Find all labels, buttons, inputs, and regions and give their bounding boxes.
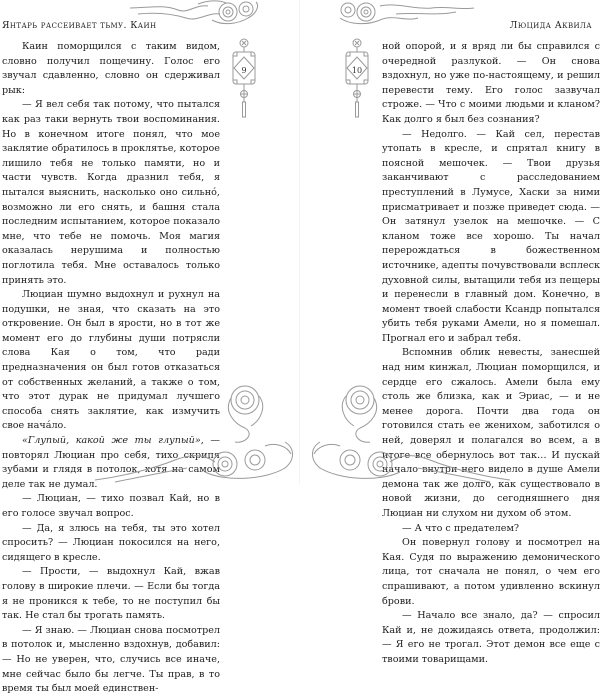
cloud-ornament-bottom-left-icon [95,372,300,484]
paragraph: — Люциан, — тихо позвал Кай, но в его голосе звучал вопрос. [2,493,220,519]
paragraph: — Да, я злюсь на тебя, ты это хотел спросить? — Люциан покосился на него, сидящего в кресле. [2,522,220,563]
running-head: Люцида Аквила [509,20,592,31]
page-number: 10 [351,66,363,75]
body-text [2,40,220,697]
paragraph: — Я знаю. — Люциан снова посмотрел в потолок и, мысленно вздохнув, добавил: — Но не уверен, что, случись все иначе, мне сейчас было бы легче. Ты прав, в то время ты был моей единствен- [2,624,220,695]
paragraph: Люциан шумно выдохнул и рухнул на подушки, не зная, что сказать на это откровение. Он был в ярости, но в тот же момент его до глубины души потрясли слова Кая о том, что ради предназначения он был готов отказаться от собственных желаний, а также о том, что этот дурак не придумал лучшего способа снять заклятие, как измучить свое нача́ло. [2,289,220,432]
page-number: 9 [241,66,247,75]
paragraph-text: , — повторял Люциан про себя, тихо скрипя зубами и глядя в потолок, хотя на самом деле так не думал. [2,435,220,490]
paragraph: Он повернул голову и посмотрел на Кая. Судя по выражению демонического лица, тот сначала не понял, о чем его спрашивают, а потом удивленно вскинул брови. [382,537,600,607]
paragraph: — Я вел себя так потому, что пытался как раз таки вернуть твои воспоминания. Но в конечном итоге понял, что мое заклятие обратилось в проклятье, которое лишило тебя не только памяти, но и части чувств. Когда дразнил тебя, я пытался выяснить, насколько оно сильно́, возможно ли его снять, и башня стала последним испытанием, которое показало мне, что тебе не помочь. Моя магия оказалась нерушима и полностью поглотила тебя. Мне оставалось только принять это. [2,99,220,286]
paragraph: — Прости, — выдохнул Кай, вжав голову в широкие плечи. — Если бы тогда я не проникся к тебе, то не поступил бы так. Не стал бы трогать память. [2,566,220,622]
page-number-ornament [229,38,259,120]
right-page [300,0,600,665]
paragraph: ной опорой, и я вряд ли бы справился с очередной разлукой. — Он снова вздохнул, но уже по-настоящему, и решил перевести тему. Его голос зазвучал строже. — Что с моими людьми и кланом? Как долго я был без сознания? [382,41,600,125]
paragraph: Вспомнив облик невесты, занесшей над ним кинжал, Люциан поморщился, и сердце его сжалось. Амели была ему столь же близка, как и Эриас, — и не менее дорога. Почти два года он готовился стать ее женихом, заботился о ней, доверял и полагался во всем, а в итоге все обернулось вот так… И пускай начало внутри него видело в душе Амели демона так же долго, как существовало в новой жизни, до сегодняшнего дня Люциан ни слухом ни духом об этом. [382,347,600,519]
lantern-pendant-icon [342,38,372,120]
page-number-ornament [342,38,372,120]
paragraph: — А что с предателем? [402,522,520,534]
italic-quote: «Глупый, какой же ты глупый» [22,435,201,447]
cloud-ornament-top-right-icon [336,0,476,26]
paragraph: — Недолго. — Кай сел, перестав утопать в кресле, и спрятал книгу в поясной мешочек. — Твои друзья заканчивают с расследованием преступлений в Лумусе, Хаски за ними присматривает и позже приведет сюда. — Он затянул узелок на мешочке. — С кланом тоже все хорошо. Ты начал перерождаться в божественном источнике, адепты почувствовали всплеск духовной силы, вытащили тебя из пещеры и перенесли в главный дом. Конечно, в момент твоей слабости Ксандр попытался убить тебя руками Амели, но я помешал. Прогнал его и забрал тебя. [382,128,600,344]
paragraph: Каин поморщился с таким видом, словно получил пощечину. Голос его звучал сдавленно, словно он сдерживал рык: [2,41,220,96]
paragraph: — Начало все знало, да? — спросил Кай и, не дожидаясь ответа, продолжил: — Я его не трогал. Этот демон все еще с твоими товарищами. [382,610,600,665]
lantern-pendant-icon [229,38,259,120]
running-head: Янтарь рассеивает тьму. Каин [2,20,157,31]
body-text [382,40,600,668]
cloud-ornament-bottom-right-icon [300,372,510,484]
left-page [0,0,300,695]
